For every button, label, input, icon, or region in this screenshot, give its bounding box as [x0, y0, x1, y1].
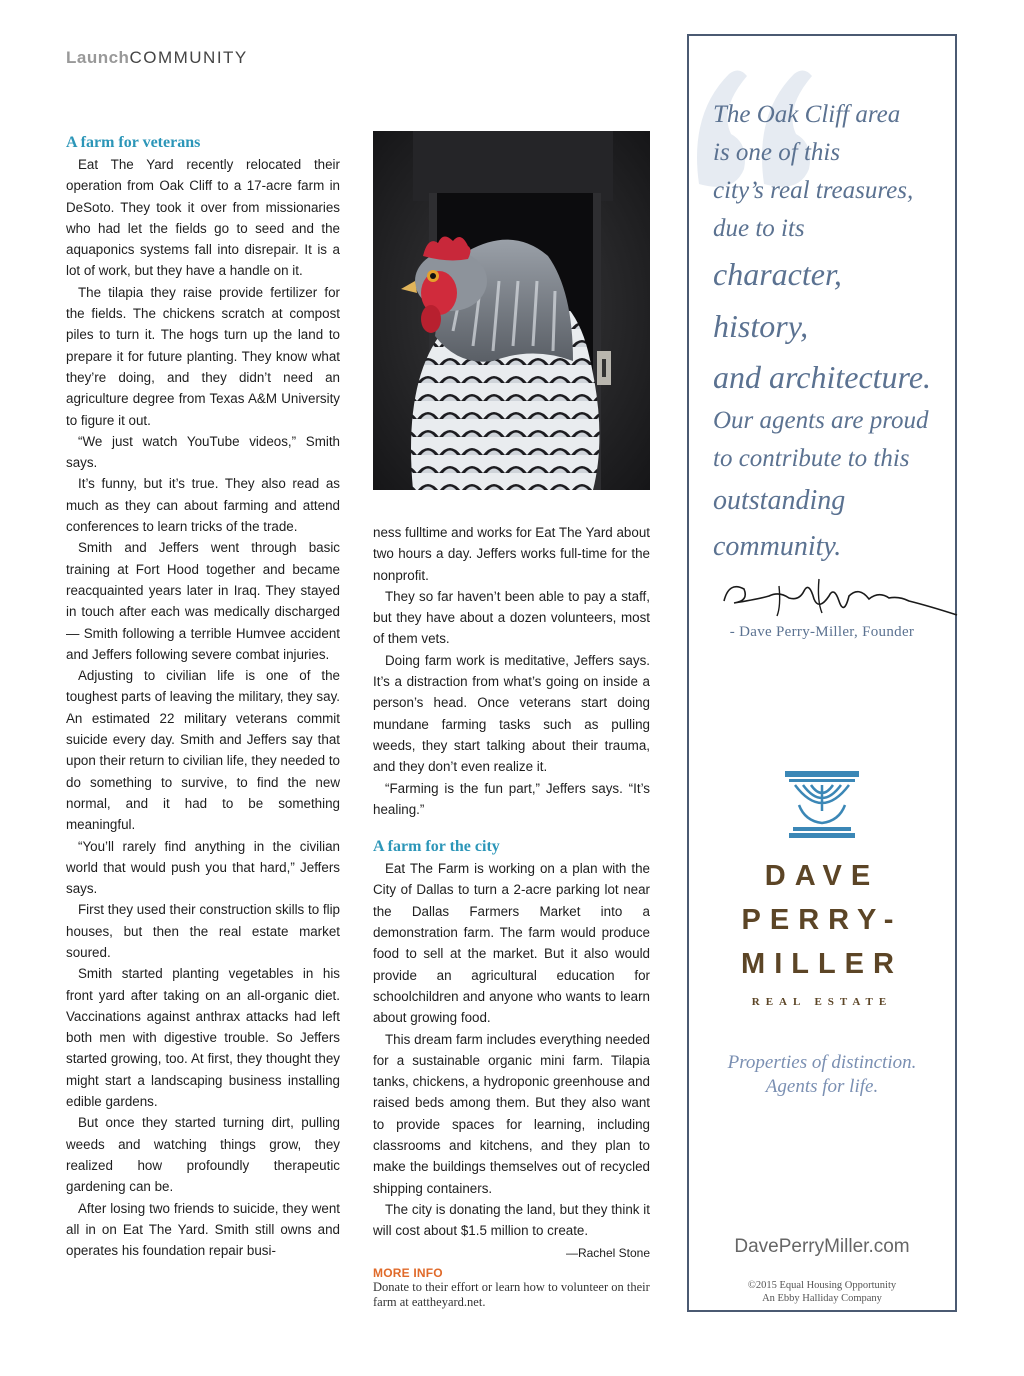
quote-line: is one of this — [713, 139, 841, 166]
quote-line: The Oak Cliff area — [713, 101, 901, 128]
brand-line: DAVE — [764, 860, 880, 892]
paragraph: Doing farm work is meditative, Jeffers says. It’s a distraction from what’s going on inside a person’s head. Once veterans start doing mundane farming tasks such as pulling weeds, they start talking about their trauma, and they don’t even realize it. — [373, 652, 650, 775]
ad-quote — [713, 96, 953, 570]
quote-line: outstanding — [713, 485, 846, 516]
paragraph: ness fulltime and works for Eat The Yard about two hours a day. Jeffers works full-time for the nonprofit. — [373, 525, 650, 583]
article-column-1 — [66, 132, 340, 1261]
paragraph: But once they started turning dirt, pulling weeds and watching things grow, they realized how profoundly therapeutic gardening can be. — [66, 1115, 340, 1195]
quote-line: to contribute to this — [713, 445, 910, 472]
paragraph: Eat The Farm is working on a plan with the City of Dallas to turn a 2-acre parking lot near the Dallas Farmers Market into a demonstration farm. The farm would produce food to sell at the market. But it also would provide an agricultural education for schoolchildren and anyone who wants to learn about growing food. — [373, 861, 650, 1026]
paragraph: After losing two friends to suicide, they went all in on Eat The Yard. Smith still owns and operates his foundation repair busi- — [66, 1200, 340, 1259]
website-link[interactable]: DavePerryMiller.com — [734, 1236, 910, 1257]
paragraph: “We just watch YouTube videos,” Smith says. — [66, 433, 340, 471]
paragraph: Eat The Yard recently relocated their operation from Oak Cliff to a 17-acre farm in DeSoto. They took it over from missionaries who had let the fields go to seed and the aquaponics systems fall into disrepair. It is a lot of work, but they have a handle on it. — [66, 157, 340, 279]
legal-line: ©2015 Equal Housing Opportunity — [747, 1280, 897, 1291]
quote-line: and architecture. — [713, 359, 932, 395]
real-estate-label: REAL ESTATE — [751, 996, 893, 1008]
advertisement — [687, 34, 957, 1312]
founder-credit: - Dave Perry-Miller, Founder — [729, 624, 915, 640]
quote-line: city’s real treasures, — [713, 177, 914, 204]
paragraph: They so far haven’t been able to pay a staff, but they have about a dozen volunteers, most of them vets. — [373, 588, 650, 647]
quote-line: history, — [713, 308, 809, 344]
paragraph: It’s funny, but it’s true. They also read as much as they can about farming and attend conferences to learn tricks of the trade. — [66, 476, 340, 535]
legal-text — [689, 1279, 955, 1305]
rooster-photo — [373, 131, 650, 490]
brand-line: MILLER — [741, 948, 903, 980]
article-column-2 — [373, 522, 650, 1262]
more-info-text: Donate to their effort or learn how to volunteer on their farm at eattheyard.net. — [373, 1280, 650, 1309]
quote-line: community. — [713, 531, 842, 562]
section-prefix: Launch — [66, 48, 130, 67]
paragraph: “You’ll rarely find anything in the civilian world that would push you that hard,” Jeffers says. — [66, 838, 340, 897]
more-info-title: MORE INFO — [373, 1266, 443, 1280]
paragraph: Adjusting to civilian life is one of the toughest parts of leaving the military, they say. An estimated 22 military veterans commit suicide every day. Smith and Jeffers say that upon their return to civilian life, they needed to do something to survive, to find the new normal, and it had to be something meaningful. — [66, 668, 340, 833]
paragraph: This dream farm includes everything needed for a sustainable organic mini farm. Tilapia tanks, chickens, a hydroponic greenhouse and raised beds among them. But they also want to provide spaces for learning, including classrooms and kitchens, and they plan to make the buildings themselves out of recycled shipping containers. — [373, 1031, 650, 1196]
legal-line: An Ebby Halliday Company — [762, 1293, 882, 1304]
tagline-line: Agents for life. — [765, 1076, 879, 1097]
quote-line: Our agents are proud — [713, 407, 929, 434]
rooster-image — [373, 131, 650, 490]
paragraph: The city is donating the land, but they think it will cost about $1.5 million to create. — [373, 1201, 650, 1239]
ad-tagline — [689, 1051, 955, 1099]
section-header — [66, 48, 248, 68]
byline: —Rachel Stone — [565, 1245, 650, 1260]
column-logo-icon — [785, 771, 859, 839]
paragraph: First they used their construction skills to flip houses, but then the real estate market soured. — [66, 902, 340, 960]
subhead-veterans: A farm for veterans — [66, 134, 201, 151]
subhead-city: A farm for the city — [373, 838, 500, 856]
section-name: COMMUNITY — [129, 48, 248, 67]
signature-image — [719, 571, 959, 621]
more-info — [373, 1266, 658, 1310]
paragraph: The tilapia they raise provide fertilizer for the fields. The chickens scratch at compost piles to turn it. The hogs turn up the land to prepare it for future planting. They know what they’re doing, and they didn’t need an agriculture degree from Texas A&M University to figure it out. — [66, 284, 340, 428]
quote-line: due to its — [713, 215, 805, 242]
paragraph: Smith started planting vegetables in his front yard after taking on an all-organic diet. Vaccinations against anthrax attacks had left both men with digestive trouble. So Jeffers started growing, too. At first, they thought they might start a landscaping business installing edible gardens. — [66, 966, 340, 1110]
paragraph: “Farming is the fun part,” Jeffers says. “It’s healing.” — [373, 780, 650, 817]
tagline-line: Properties of distinction. — [727, 1052, 917, 1073]
paragraph: Smith and Jeffers went through basic training at Fort Hood together and became reacquainted years later in Iraq. They stayed in touch after each was medically discharged — Smith following a terrible Humvee accident and Jeffers following severe combat injuries. — [66, 540, 340, 662]
quote-line: character, — [713, 256, 842, 292]
brand-line: PERRY- — [741, 904, 903, 936]
